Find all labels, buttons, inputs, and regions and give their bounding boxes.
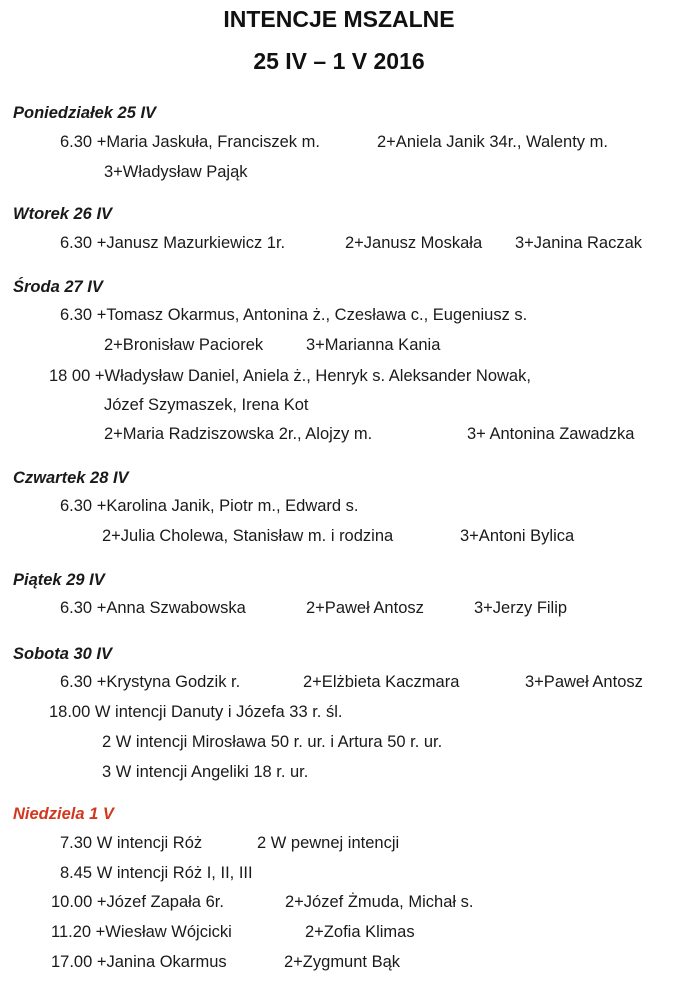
intention-entry: 2+Zygmunt Bąk <box>284 953 401 971</box>
day-heading: Wtorek 26 IV <box>13 205 113 223</box>
intention-entry: 2+Maria Radziszowska 2r., Alojzy m. <box>104 425 373 443</box>
intention-entry: 2+Julia Cholewa, Stanisław m. i rodzina <box>102 527 394 545</box>
intention-entry: 3 W intencji Angeliki 18 r. ur. <box>102 763 309 781</box>
intention-entry: 2+Elżbieta Kaczmara <box>303 673 460 691</box>
intention-entry: 6.30 +Krystyna Godzik r. <box>60 673 241 691</box>
intention-entry: 18 00 +Władysław Daniel, Aniela ż., Henryk s. Aleksander Nowak, <box>49 367 531 385</box>
intention-entry: 3+Antoni Bylica <box>460 527 575 545</box>
intention-entry: 3+ Antonina Zawadzka <box>467 425 635 443</box>
day-heading: Czwartek 28 IV <box>13 469 129 487</box>
intention-entry: 2 W pewnej intencji <box>257 834 400 852</box>
day-heading: Piątek 29 IV <box>13 571 105 589</box>
intention-entry: 3+Paweł Antosz <box>525 673 643 691</box>
intention-entry: 6.30 +Anna Szwabowska <box>60 599 246 617</box>
intention-entry: 2+Aniela Janik 34r., Walenty m. <box>377 133 608 151</box>
intention-entry: 2+Paweł Antosz <box>306 599 424 617</box>
intention-entry: 7.30 W intencji Róż <box>60 834 203 852</box>
intention-entry: 11.20 +Wiesław Wójcicki <box>51 923 232 941</box>
intention-entry: 17.00 +Janina Okarmus <box>51 953 227 971</box>
intention-entry: 2+Zofia Klimas <box>305 923 415 941</box>
date-range: 25 IV – 1 V 2016 <box>253 48 425 74</box>
intention-entry: 2+Janusz Moskała <box>345 234 483 252</box>
intention-entry: 8.45 W intencji Róż I, II, III <box>60 864 253 882</box>
intention-entry: 6.30 +Janusz Mazurkiewicz 1r. <box>60 234 286 252</box>
intention-entry: 3+Jerzy Filip <box>474 599 568 617</box>
intention-entry: 10.00 +Józef Zapała 6r. <box>51 893 224 911</box>
intention-entry: 3+Marianna Kania <box>306 336 441 354</box>
intention-entry: 2 W intencji Mirosława 50 r. ur. i Artura 50 r. ur. <box>102 733 443 751</box>
intention-entry: 2+Józef Żmuda, Michał s. <box>285 893 474 911</box>
intention-entry: 2+Bronisław Paciorek <box>104 336 264 354</box>
intention-entry: 6.30 +Maria Jaskuła, Franciszek m. <box>60 133 320 151</box>
intention-entry: 6.30 +Karolina Janik, Piotr m., Edward s. <box>60 497 359 515</box>
day-heading: Poniedziałek 25 IV <box>13 104 157 122</box>
page-title: INTENCJE MSZALNE <box>223 6 455 32</box>
intention-entry: Józef Szymaszek, Irena Kot <box>104 396 309 414</box>
day-heading: Środa 27 IV <box>13 278 103 296</box>
intention-entry: 3+Janina Raczak <box>515 234 643 252</box>
intention-entry: 6.30 +Tomasz Okarmus, Antonina ż., Czesława c., Eugeniusz s. <box>60 306 528 324</box>
intention-entry: 18.00 W intencji Danuty i Józefa 33 r. śl. <box>49 703 343 721</box>
intention-entry: 3+Władysław Pająk <box>104 163 248 181</box>
day-heading: Sobota 30 IV <box>13 645 113 663</box>
day-heading: Niedziela 1 V <box>13 805 114 823</box>
